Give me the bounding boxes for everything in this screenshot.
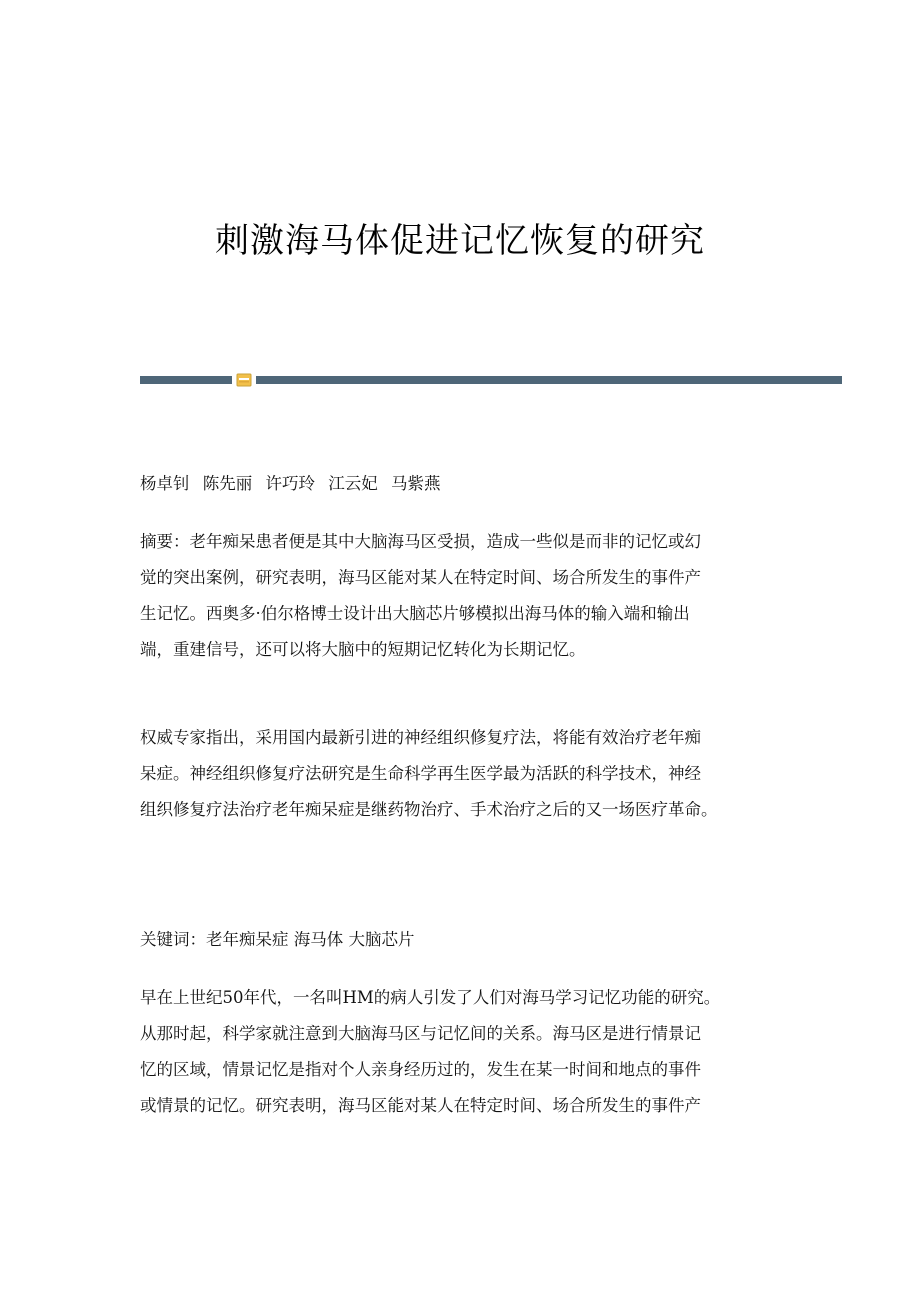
text-line: 早在上世纪50年代，一名叫HM的病人引发了人们对海马学习记忆功能的研究。 (140, 988, 721, 1007)
text-line: 摘要：老年痴呆患者便是其中大脑海马区受损，造成一些似是而非的记忆或幻 (140, 532, 701, 551)
author-name: 许巧玲 (265, 474, 315, 493)
authority-paragraph (140, 720, 800, 828)
author-name: 陈先丽 (202, 474, 253, 493)
author-name: 江云妃 (328, 474, 378, 493)
text-line: 端，重建信号，还可以将大脑中的短期记忆转化为长期记忆。 (140, 640, 586, 659)
text-line: 觉的突出案例，研究表明，海马区能对某人在特定时间、场合所发生的事件产 (140, 568, 701, 587)
text-line: 组织修复疗法治疗老年痴呆症是继药物治疗、手术治疗之后的又一场医疗革命。 (140, 800, 718, 819)
document-title: 刺激海马体促进记忆恢复的研究 (215, 221, 705, 261)
divider-bar-right (256, 376, 842, 384)
author-list (140, 470, 800, 498)
text-line: 权威专家指出，采用国内最新引进的神经组织修复疗法，将能有效治疗老年痴 (140, 728, 701, 747)
keywords-line: 关键词：老年痴呆症 海马体 大脑芯片 (140, 930, 415, 949)
divider-bar-left (140, 376, 232, 384)
author-name: 马紫燕 (391, 474, 441, 493)
text-line: 忆的区域，情景记忆是指对个人亲身经历过的，发生在某一时间和地点的事件 (140, 1060, 701, 1079)
abstract-paragraph (140, 524, 800, 668)
author-name: 杨卓钊 (140, 474, 190, 493)
text-line: 生记忆。西奥多·伯尔格博士设计出大脑芯片够模拟出海马体的输入端和输出 (140, 604, 690, 623)
text-line: 从那时起，科学家就注意到大脑海马区与记忆间的关系。海马区是进行情景记 (140, 1024, 701, 1043)
title-divider (140, 372, 842, 388)
pencil-emblem-icon (236, 373, 252, 387)
text-line: 或情景的记忆。研究表明，海马区能对某人在特定时间、场合所发生的事件产 (140, 1096, 701, 1115)
text-line: 呆症。神经组织修复疗法研究是生命科学再生医学最为活跃的科学技术，神经 (140, 764, 701, 783)
body-paragraph (140, 980, 800, 1124)
